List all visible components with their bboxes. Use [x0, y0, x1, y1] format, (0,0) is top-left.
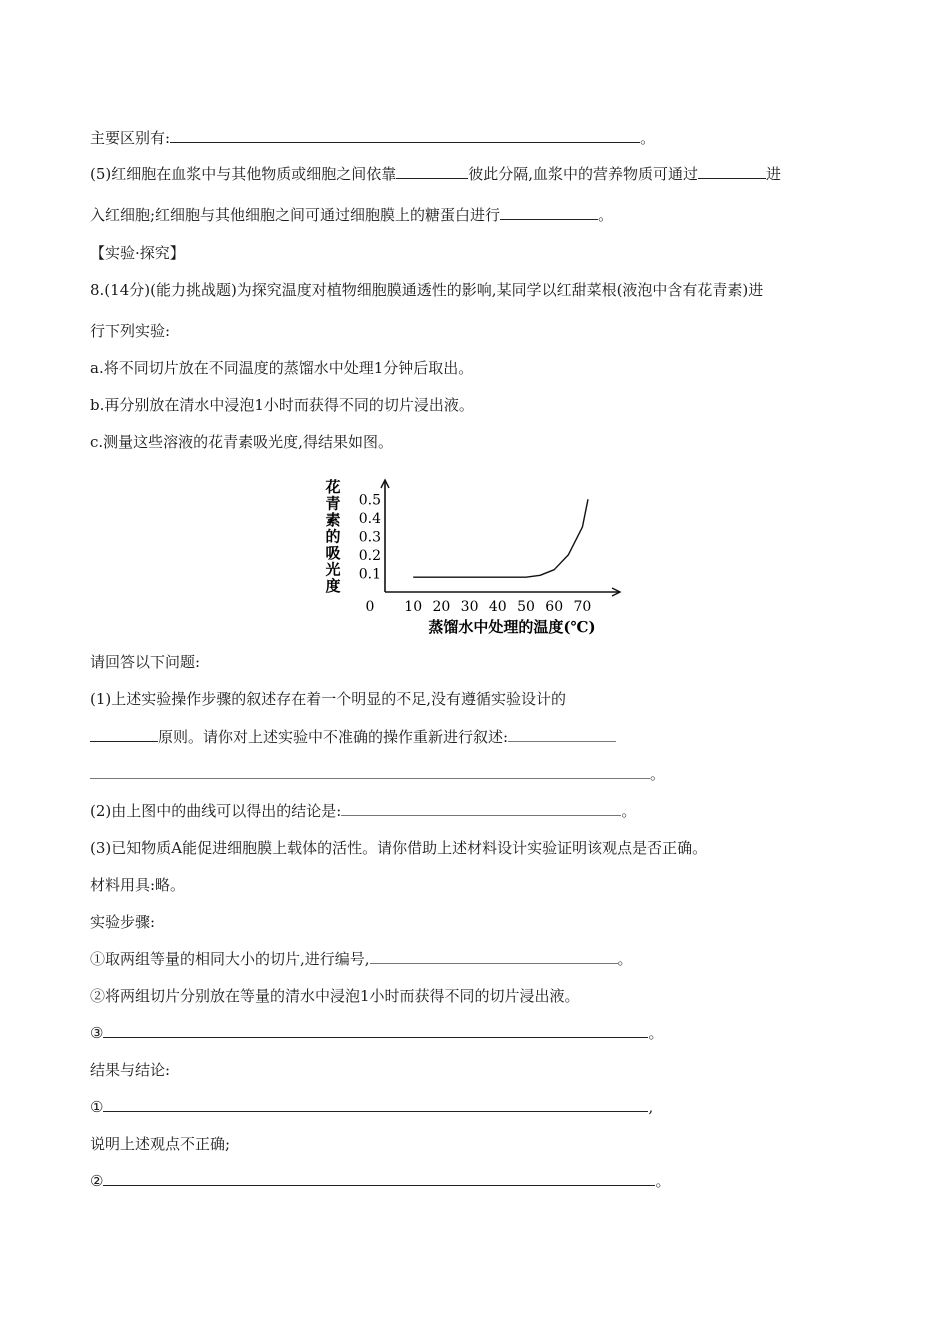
text-q2: (2)由上图中的曲线可以得出的结论是: [90, 802, 342, 820]
x-tick-label: 30 [460, 599, 479, 615]
y-tick-label: 0.5 [358, 492, 381, 509]
y-axis-label-char: 度 [325, 577, 341, 595]
step-3-line [90, 1023, 663, 1043]
period: 。 [598, 206, 614, 224]
result-1-line [90, 1097, 653, 1117]
y-axis-label-char: 吸 [325, 544, 341, 562]
answer-blank[interactable] [103, 1097, 648, 1112]
period: 。 [648, 1024, 664, 1042]
y-axis-label-char: 花 [325, 478, 341, 496]
text-result2: ② [90, 1172, 104, 1190]
ask-line: 请回答以下问题: [90, 653, 201, 671]
answer-blank[interactable] [170, 128, 640, 143]
text-differences: 主要区别有: [90, 129, 171, 147]
step-1-line [90, 949, 633, 969]
x-axis-label: 蒸馏水中处理的温度(℃) [428, 618, 596, 636]
section-heading: 【实验·探究】 [90, 244, 185, 262]
text-result1: ① [90, 1098, 104, 1116]
x-tick-label: 10 [404, 599, 423, 615]
x-tick-label: 60 [545, 599, 564, 615]
absorbance-chart [300, 470, 640, 640]
period: 。 [621, 802, 637, 820]
question-5-line1 [90, 164, 781, 184]
chart-svg [300, 470, 640, 640]
x-tick-label: 20 [432, 599, 451, 615]
answer-blank[interactable] [103, 1023, 648, 1038]
question-2-line [90, 801, 636, 821]
text-step1: ①取两组等量的相同大小的切片,进行编号, [90, 950, 370, 968]
period: 。 [650, 765, 666, 783]
result-1-note: 说明上述观点不正确; [90, 1135, 231, 1153]
result-2-line [90, 1171, 670, 1191]
text-q1b: 原则。请你对上述实验中不准确的操作重新进行叙述: [158, 728, 509, 746]
question-8-line2: 行下列实验: [90, 322, 171, 340]
x-tick-label: 50 [517, 599, 535, 615]
materials-line: 材料用具:略。 [90, 876, 186, 894]
step-a: a.将不同切片放在不同温度的蒸馏水中处理1分钟后取出。 [90, 359, 474, 377]
y-axis-label-char: 素 [325, 511, 341, 529]
answer-blank[interactable] [500, 205, 598, 220]
steps-heading: 实验步骤: [90, 913, 156, 931]
answer-blank[interactable] [90, 764, 650, 779]
results-heading: 结果与结论: [90, 1061, 171, 1079]
question-1-line1: (1)上述实验操作步骤的叙述存在着一个明显的不足,没有遵循实验设计的 [90, 690, 567, 708]
text-q5c: 进 [766, 165, 782, 183]
comma: , [648, 1098, 654, 1116]
x-tick-label: 40 [488, 599, 507, 615]
period: 。 [640, 129, 656, 147]
question-8-line1: 8.(14分)(能力挑战题)为探究温度对植物细胞膜通透性的影响,某同学以红甜菜根(液泡中含有花青素)进 [90, 281, 764, 299]
y-axis-label-char: 的 [325, 527, 341, 546]
answer-blank[interactable] [370, 949, 618, 964]
question-1-line2 [90, 727, 616, 747]
answer-blank[interactable] [90, 727, 158, 742]
answer-blank[interactable] [698, 164, 766, 179]
question-1-line3 [90, 764, 665, 784]
text-q5b: 彼此分隔,血浆中的营养物质可通过 [468, 165, 699, 183]
question-5-line2 [90, 205, 613, 225]
y-tick-label: 0.4 [358, 510, 381, 527]
answer-blank[interactable] [396, 164, 468, 179]
step-b: b.再分别放在清水中浸泡1小时而获得不同的切片浸出液。 [90, 396, 474, 414]
text-q5a: (5)红细胞在血浆中与其他物质或细胞之间依靠 [90, 165, 397, 183]
step-c: c.测量这些溶液的花青素吸光度,得结果如图。 [90, 433, 393, 451]
y-tick-label: 0.2 [358, 547, 381, 564]
period: 。 [617, 950, 633, 968]
question-3-line: (3)已知物质A能促进细胞膜上载体的活性。请你借助上述材料设计实验证明该观点是否正确。 [90, 839, 708, 857]
x-tick-label: 0 [365, 599, 375, 615]
x-tick-label: 70 [573, 599, 592, 615]
period: 。 [655, 1172, 671, 1190]
answer-blank[interactable] [508, 727, 616, 742]
text-q5d: 入红细胞;红细胞与其他细胞之间可通过细胞膜上的糖蛋白进行 [90, 206, 501, 224]
absorbance-curve [413, 499, 588, 577]
step-2-line: ②将两组切片分别放在等量的清水中浸泡1小时而获得不同的切片浸出液。 [90, 987, 580, 1005]
text-step3: ③ [90, 1024, 104, 1042]
answer-blank[interactable] [103, 1171, 655, 1186]
answer-blank[interactable] [341, 801, 621, 816]
y-tick-label: 0.3 [358, 529, 381, 546]
y-axis-label-char: 青 [325, 494, 341, 513]
line-differences [90, 128, 655, 148]
y-axis-label-char: 光 [325, 560, 341, 579]
y-tick-label: 0.1 [358, 566, 381, 583]
